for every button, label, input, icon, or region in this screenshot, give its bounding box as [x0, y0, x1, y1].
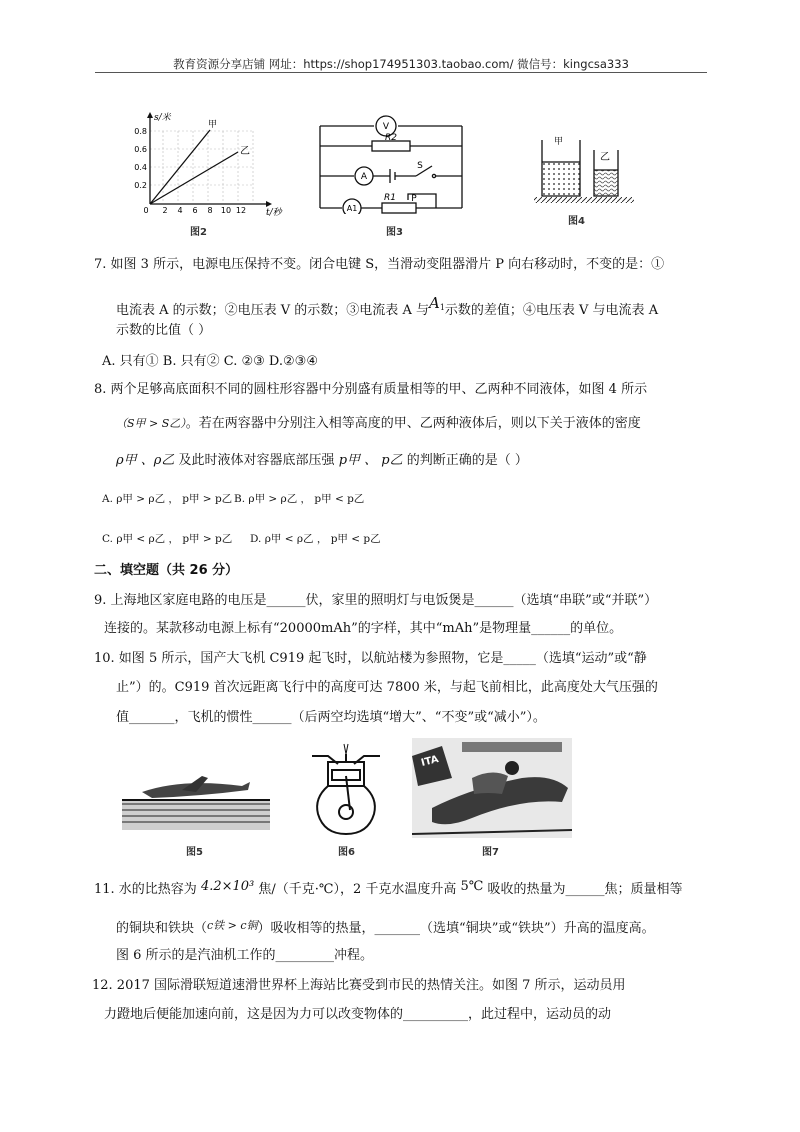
- figure-4-caption: 图4: [568, 216, 585, 227]
- q8-option-a: A. ρ甲 > ρ乙 ， p甲 > p乙: [102, 493, 233, 505]
- x-tick: 8: [207, 206, 213, 215]
- q8-option-d: D. ρ甲 < ρ乙 ， p甲 < p乙: [250, 533, 381, 545]
- q7-line2-a: 电流表 A 的示数；②电压表 V 的示数；③电流表 A 与: [116, 303, 429, 318]
- q8-line2: [116, 415, 641, 433]
- pressure-symbols: p甲 、 p乙: [338, 453, 403, 468]
- figure-6-caption: 图6: [338, 847, 355, 858]
- figure-2-caption: 图2: [190, 227, 207, 238]
- figure-7-caption: 图7: [482, 847, 499, 858]
- q9-line1: 9. 上海地区家庭电路的电压是______伏，家里的照明灯与电饭煲是______（选填“串联”或“并联”）: [94, 593, 658, 608]
- r1-label: R1: [384, 193, 396, 203]
- line-jia-label: 甲: [208, 120, 218, 130]
- q8-line2-text: 。若在两容器中分别注入相等高度的甲、乙两种液体后，则以下关于液体的密度: [185, 416, 641, 431]
- x-tick: 6: [192, 206, 198, 215]
- q7-line2: [116, 294, 658, 320]
- q7-line2-b: 示数的差值；④电压表 V 与电流表 A: [444, 303, 659, 318]
- x-tick: 0: [143, 206, 149, 215]
- q8-line3-b: 及此时液体对容器底部压强: [174, 453, 339, 468]
- y-tick: 0.4: [134, 163, 147, 172]
- voltmeter-label: V: [382, 122, 390, 132]
- q10-line2: 止”）的。C919 首次远距离飞行中的高度可达 7800 米，与起飞前相比，此高度处大气压强的: [116, 680, 658, 695]
- q12-line2: 力蹬地后便能加速向前，这是因为力可以改变物体的__________，此过程中，运动员的动: [104, 1007, 612, 1022]
- density-symbols: ρ甲 、ρ乙: [116, 453, 175, 468]
- figure-2-graph: [128, 112, 298, 224]
- q8-option-b: B. ρ甲 > ρ乙 ， p甲 < p乙: [234, 493, 365, 505]
- q8-option-c: C. ρ甲 < ρ乙 ， p甲 > p乙: [102, 533, 233, 545]
- q10-line3: 值_______，飞机的惯性______（后两空均选填“增大”、“不变”或“减小”）。: [116, 710, 546, 725]
- q11-line2-a: 的铜块和铁块（: [116, 921, 208, 936]
- q8-line3-d: 的判断正确的是（ ）: [402, 453, 528, 468]
- q8-line3: [116, 452, 528, 470]
- page-header: 教育资源分享店铺 网址：https://shop174951303.taobao.com/ 微信号：kingcsa333: [173, 57, 629, 71]
- slider-label: P: [411, 194, 417, 204]
- x-tick: 2: [162, 206, 168, 215]
- figure-5-caption: 图5: [186, 847, 203, 858]
- line-yi-label: 乙: [240, 146, 250, 157]
- y-tick: 0.6: [134, 145, 147, 154]
- a1-subscript: 1: [439, 303, 445, 312]
- q7-line3: 示数的比值（ ）: [116, 323, 212, 338]
- area-relation: （S甲 > S乙）: [116, 417, 186, 430]
- figure-6-engine: [304, 740, 388, 840]
- q8-line1: 8. 两个足够高底面积不同的圆柱形容器中分别盛有质量相等的甲、乙两种不同液体，如图 4 所示: [94, 382, 648, 397]
- section-2-title: 二、填空题（共 26 分）: [94, 563, 239, 578]
- x-axis-label: t/秒: [266, 208, 282, 218]
- x-tick: 12: [235, 206, 247, 215]
- q10-line1: 10. 如图 5 所示，国产大飞机 C919 起飞时，以航站楼为参照物，它是_____（选填“运动”或“静: [94, 651, 647, 666]
- figure-4-containers: [532, 132, 642, 212]
- switch-label: S: [417, 161, 423, 171]
- specific-heat-relation: c铁 > c铜: [207, 919, 258, 932]
- y-axis-label: s/米: [154, 113, 171, 123]
- figure-5-airplane: [122, 770, 270, 832]
- q7-options: A. 只有① B. 只有② C. ②③ D.②③④: [102, 354, 318, 369]
- q12-line1: 12. 2017 国际滑联短道速滑世界杯上海站比赛受到市民的热情关注。如图 7 所示，运动员用: [92, 978, 626, 993]
- y-tick: 0.2: [134, 181, 147, 190]
- figure-3-caption: 图3: [386, 227, 403, 238]
- q11-line1-c: 焦/（千克·℃），2 千克水温度升高: [254, 882, 461, 897]
- ita-sign: ITA: [420, 754, 440, 769]
- specific-heat-value: 4.2×10³: [200, 879, 255, 894]
- q11-line2-c: ）吸收相等的热量，_______（选填“铜块”或“铁块”）升高的温度高。: [257, 921, 655, 936]
- y-tick: 0.8: [134, 127, 147, 136]
- a1-symbol: A: [428, 294, 440, 312]
- temp-rise-value: 5℃: [460, 879, 484, 894]
- q11-line1: [94, 878, 682, 899]
- q9-line2: 连接的。某款移动电源上标有“20000mAh”的字样，其中“mAh”是物理量______的单位。: [104, 621, 623, 636]
- q11-line1-e: 吸收的热量为______焦；质量相等: [483, 882, 683, 897]
- q11-line3: 图 6 所示的是汽油机工作的_________冲程。: [116, 948, 374, 963]
- figure-3-circuit: [316, 114, 468, 214]
- q11-line1-a: 11. 水的比热容为: [94, 882, 201, 897]
- r2-label: R2: [385, 133, 397, 143]
- q11-line2: [116, 917, 655, 938]
- ammeter-a1-label: A1: [346, 204, 358, 213]
- container-jia-label: 甲: [554, 137, 564, 147]
- container-yi-label: 乙: [600, 152, 610, 163]
- x-tick: 10: [220, 206, 232, 215]
- x-tick: 4: [177, 206, 183, 215]
- header-divider: [95, 72, 707, 73]
- q7-line1: 7. 如图 3 所示，电源电压保持不变。闭合电键 S，当滑动变阻器滑片 P 向右移动时，不变的是：①: [94, 257, 665, 272]
- figure-7-skaters: [412, 738, 572, 838]
- ammeter-a-label: A: [360, 172, 368, 182]
